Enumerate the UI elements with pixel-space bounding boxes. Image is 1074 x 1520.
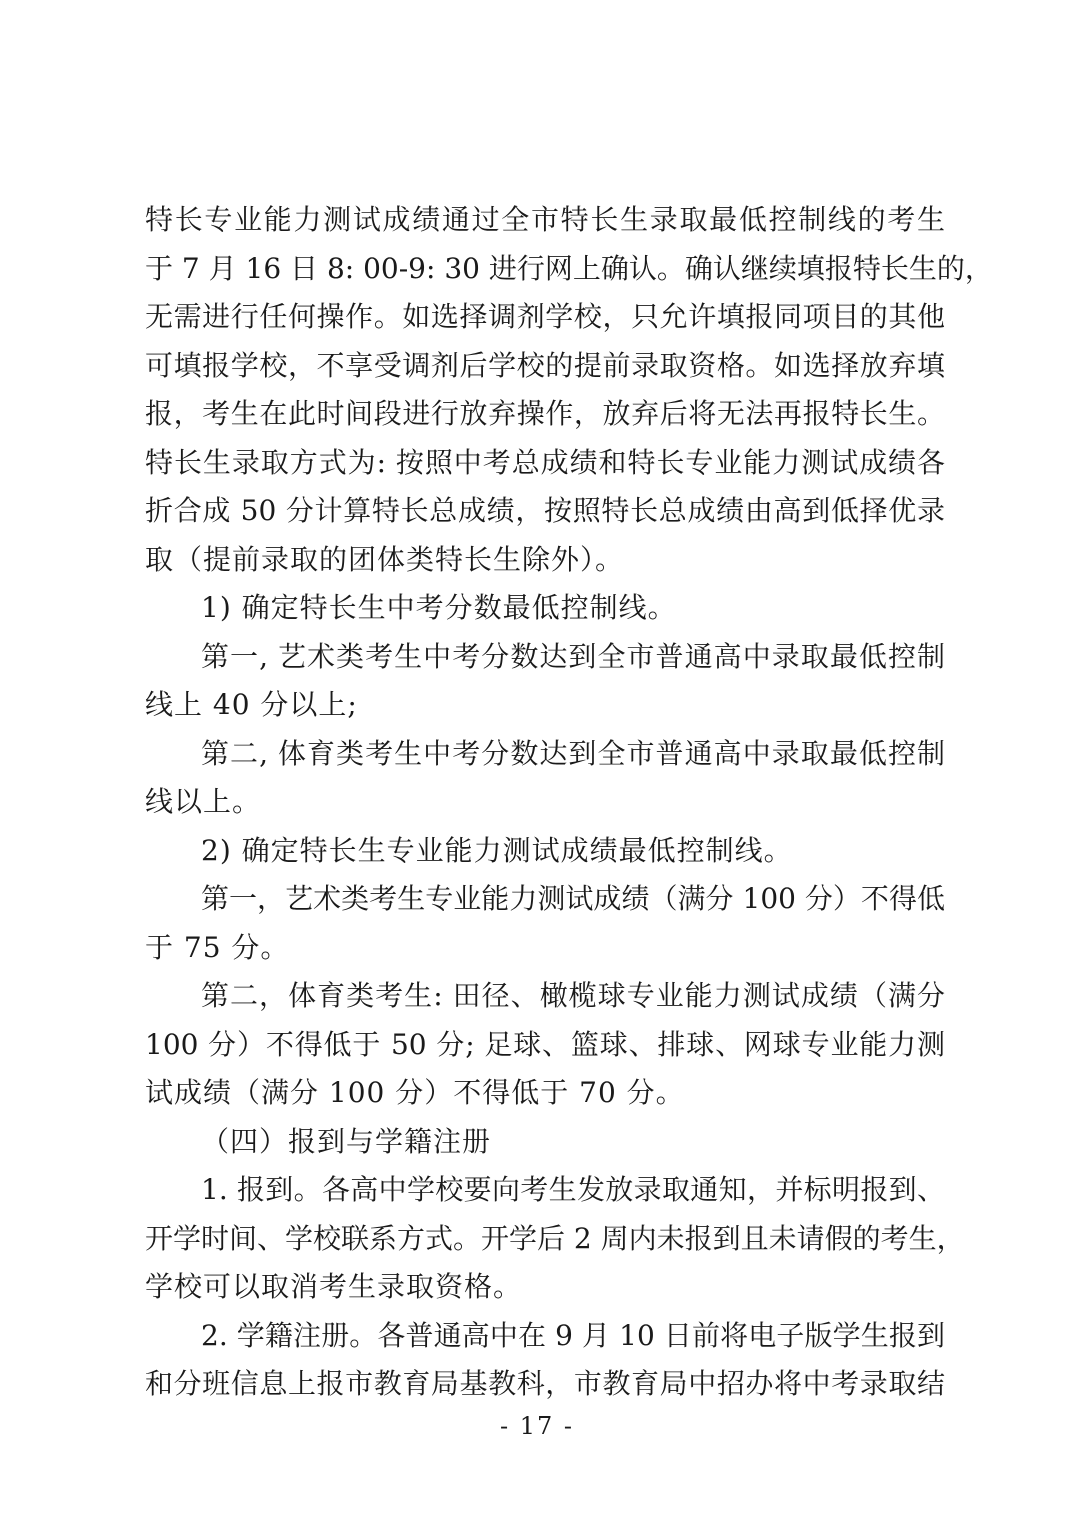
text-line: 试成绩（满分 100 分）不得低于 70 分。 bbox=[145, 1076, 685, 1109]
text-line: 1) 确定特长生中考分数最低控制线。 bbox=[201, 591, 677, 624]
text-line: 2) 确定特长生专业能力测试成绩最低控制线。 bbox=[201, 833, 793, 867]
text-line: 报，考生在此时间段进行放弃操作，放弃后将无法再报特长生。 bbox=[145, 397, 945, 430]
text-line: （四）报到与学籍注册 bbox=[201, 1124, 492, 1158]
text-line: 线以上。 bbox=[145, 785, 262, 818]
text-line: 第一，艺术类考生专业能力测试成绩（满分 100 分）不得低 bbox=[201, 882, 945, 915]
text-line: 和分班信息上报市教育局基教科，市教育局中招办将中考录取结 bbox=[145, 1367, 945, 1400]
text-line: 线上 40 分以上; bbox=[145, 688, 358, 721]
text-line: 第一, 艺术类考生中考分数达到全市普通高中录取最低控制 bbox=[201, 639, 945, 673]
text-line: 100 分）不得低于 50 分; 足球、篮球、排球、网球专业能力测 bbox=[145, 1027, 945, 1061]
text-line: 无需进行任何操作。如选择调剂学校，只允许填报同项目的其他 bbox=[145, 300, 945, 333]
text-line: 可填报学校，不享受调剂后学校的提前录取资格。如选择放弃填 bbox=[145, 348, 945, 382]
text-line: 1. 报到。各高中学校要向考生发放录取通知，并标明报到、 bbox=[201, 1173, 945, 1206]
text-line: 于 7 月 16 日 8: 00-9: 30 进行网上确认。确认继续填报特长生的， bbox=[145, 251, 993, 285]
text-line: 2. 学籍注册。各普通高中在 9 月 10 日前将电子版学生报到 bbox=[201, 1318, 945, 1352]
text-line: 特长生录取方式为: 按照中考总成绩和特长专业能力测试成绩各 bbox=[145, 445, 945, 479]
text-line: 于 75 分。 bbox=[145, 930, 290, 964]
text-line: 折合成 50 分计算特长总成绩，按照特长总成绩由高到低择优录 bbox=[145, 494, 945, 527]
body-text bbox=[145, 196, 993, 1409]
text-line: 第二，体育类考生: 田径、橄榄球专业能力测试成绩（满分 bbox=[201, 979, 945, 1012]
page-number: - 17 - bbox=[499, 1412, 574, 1440]
text-line: 开学时间、学校联系方式。开学后 2 周内未报到且未请假的考生， bbox=[145, 1221, 965, 1255]
text-line: 特长专业能力测试成绩通过全市特长生录取最低控制线的考生 bbox=[145, 203, 945, 236]
text-line: 学校可以取消考生录取资格。 bbox=[145, 1270, 523, 1303]
text-line: 取（提前录取的团体类特长生除外）。 bbox=[145, 542, 625, 576]
text-line: 第二, 体育类考生中考分数达到全市普通高中录取最低控制 bbox=[201, 736, 945, 770]
